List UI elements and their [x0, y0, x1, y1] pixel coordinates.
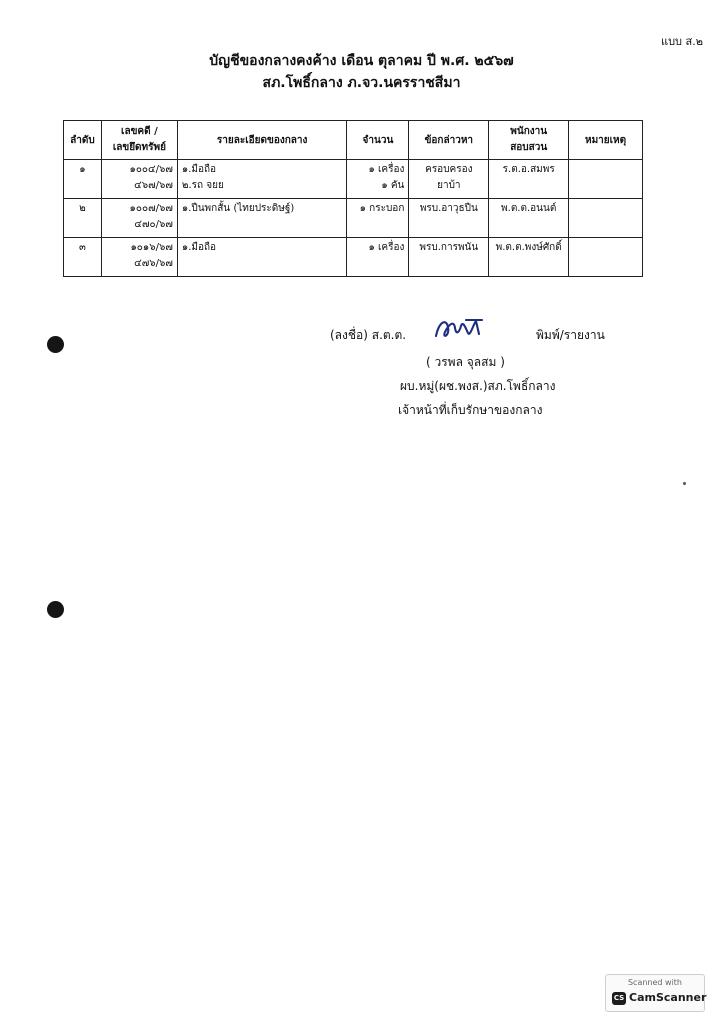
cell-charge [409, 160, 489, 199]
watermark-brand: CamScanner [629, 991, 707, 1004]
col-header-officer-line1: พนักงาน [510, 126, 548, 137]
cell-charge [409, 238, 489, 277]
cell-remarks [569, 238, 643, 277]
table-row [64, 238, 643, 277]
punch-hole [47, 336, 64, 353]
signer-duty: เจ้าหน้าที่เก็บรักษาของกลาง [398, 403, 543, 417]
signature-block [360, 350, 600, 422]
detail-item: ๒.รถ จยย [181, 180, 224, 191]
quantity-item: ๑ เครื่อง [368, 242, 405, 253]
detail-item: ๑.มือถือ [181, 164, 217, 175]
document-subtitle: สภ.โพธิ์กลาง ภ.จว.นครราชสีมา [262, 75, 461, 91]
evidence-table [63, 120, 643, 277]
sign-label: (ลงชื่อ) ส.ต.ต. [330, 328, 407, 342]
col-header-quantity: จำนวน [347, 121, 409, 160]
signer-position: ผบ.หมู่(ผช.พงส.)สภ.โพธิ์กลาง [400, 379, 556, 393]
col-header-remarks: หมายเหตุ [569, 121, 643, 160]
cell-charge [409, 199, 489, 238]
signer-role: พิมพ์/รายงาน [536, 328, 605, 342]
table-row [64, 199, 643, 238]
cell-case [101, 160, 177, 199]
detail-item: ๑.ปืนพกสั้น (ไทยประดิษฐ์) [181, 203, 295, 214]
cell-quantity [347, 199, 409, 238]
camscanner-logo-icon: CS [612, 992, 626, 1005]
detail-item: ๑.มือถือ [181, 242, 217, 253]
quantity-item: ๑ คัน [381, 180, 405, 191]
handwritten-signature [430, 312, 488, 346]
col-header-officer-line2: สอบสวน [510, 142, 548, 153]
cell-officer: พ.ต.ต.อนนต์ [489, 199, 569, 238]
cell-case [101, 238, 177, 277]
col-header-case-line1: เลขคดี / [121, 126, 158, 137]
col-header-no: ลำดับ [64, 121, 102, 160]
scan-speck [683, 482, 686, 485]
cell-no: ๓ [64, 238, 102, 277]
cell-officer: ร.ต.อ.สมพร [489, 160, 569, 199]
table-row [64, 160, 643, 199]
cell-no: ๒ [64, 199, 102, 238]
col-header-officer [489, 121, 569, 160]
col-header-case [101, 121, 177, 160]
punch-hole [47, 601, 64, 618]
case-number: ๑๐๐๔/๖๗ [129, 164, 173, 175]
col-header-details: รายละเอียดของกลาง [177, 121, 347, 160]
table-header-row [64, 121, 643, 160]
camscanner-watermark [605, 974, 705, 1012]
case-number: ๑๐๑๖/๖๗ [130, 242, 173, 253]
cell-case [101, 199, 177, 238]
seizure-number: ๔๗๖/๖๗ [134, 258, 173, 269]
cell-details [177, 199, 347, 238]
document-title: บัญชีของกลางคงค้าง เดือน ตุลาคม ปี พ.ศ. ๒๕๖๗ [209, 53, 514, 69]
form-code: แบบ ส.๒ [660, 35, 703, 48]
charge-text: พรบ.อาวุธปืน [419, 203, 478, 214]
cell-remarks [569, 160, 643, 199]
watermark-caption: Scanned with [627, 978, 683, 987]
cell-quantity [347, 160, 409, 199]
col-header-case-line2: เลขยึดทรัพย์ [112, 142, 166, 153]
cell-details [177, 160, 347, 199]
cell-quantity [347, 238, 409, 277]
quantity-item: ๑ กระบอก [359, 203, 405, 214]
case-number: ๑๐๐๗/๖๗ [129, 203, 173, 214]
quantity-item: ๑ เครื่อง [368, 164, 405, 175]
signer-name: ( วรพล จุลสม ) [426, 355, 505, 369]
charge-text: พรบ.การพนัน [419, 242, 479, 253]
cell-details [177, 238, 347, 277]
cell-remarks [569, 199, 643, 238]
seizure-number: ๔๗๐/๖๗ [134, 219, 173, 230]
charge-text: ยาบ้า [437, 180, 461, 191]
cell-no: ๑ [64, 160, 102, 199]
col-header-charge: ข้อกล่าวหา [409, 121, 489, 160]
seizure-number: ๔๖๗/๖๗ [134, 180, 173, 191]
cell-officer: พ.ต.ต.พงษ์ศักดิ์ [489, 238, 569, 277]
charge-text: ครอบครอง [425, 164, 473, 175]
